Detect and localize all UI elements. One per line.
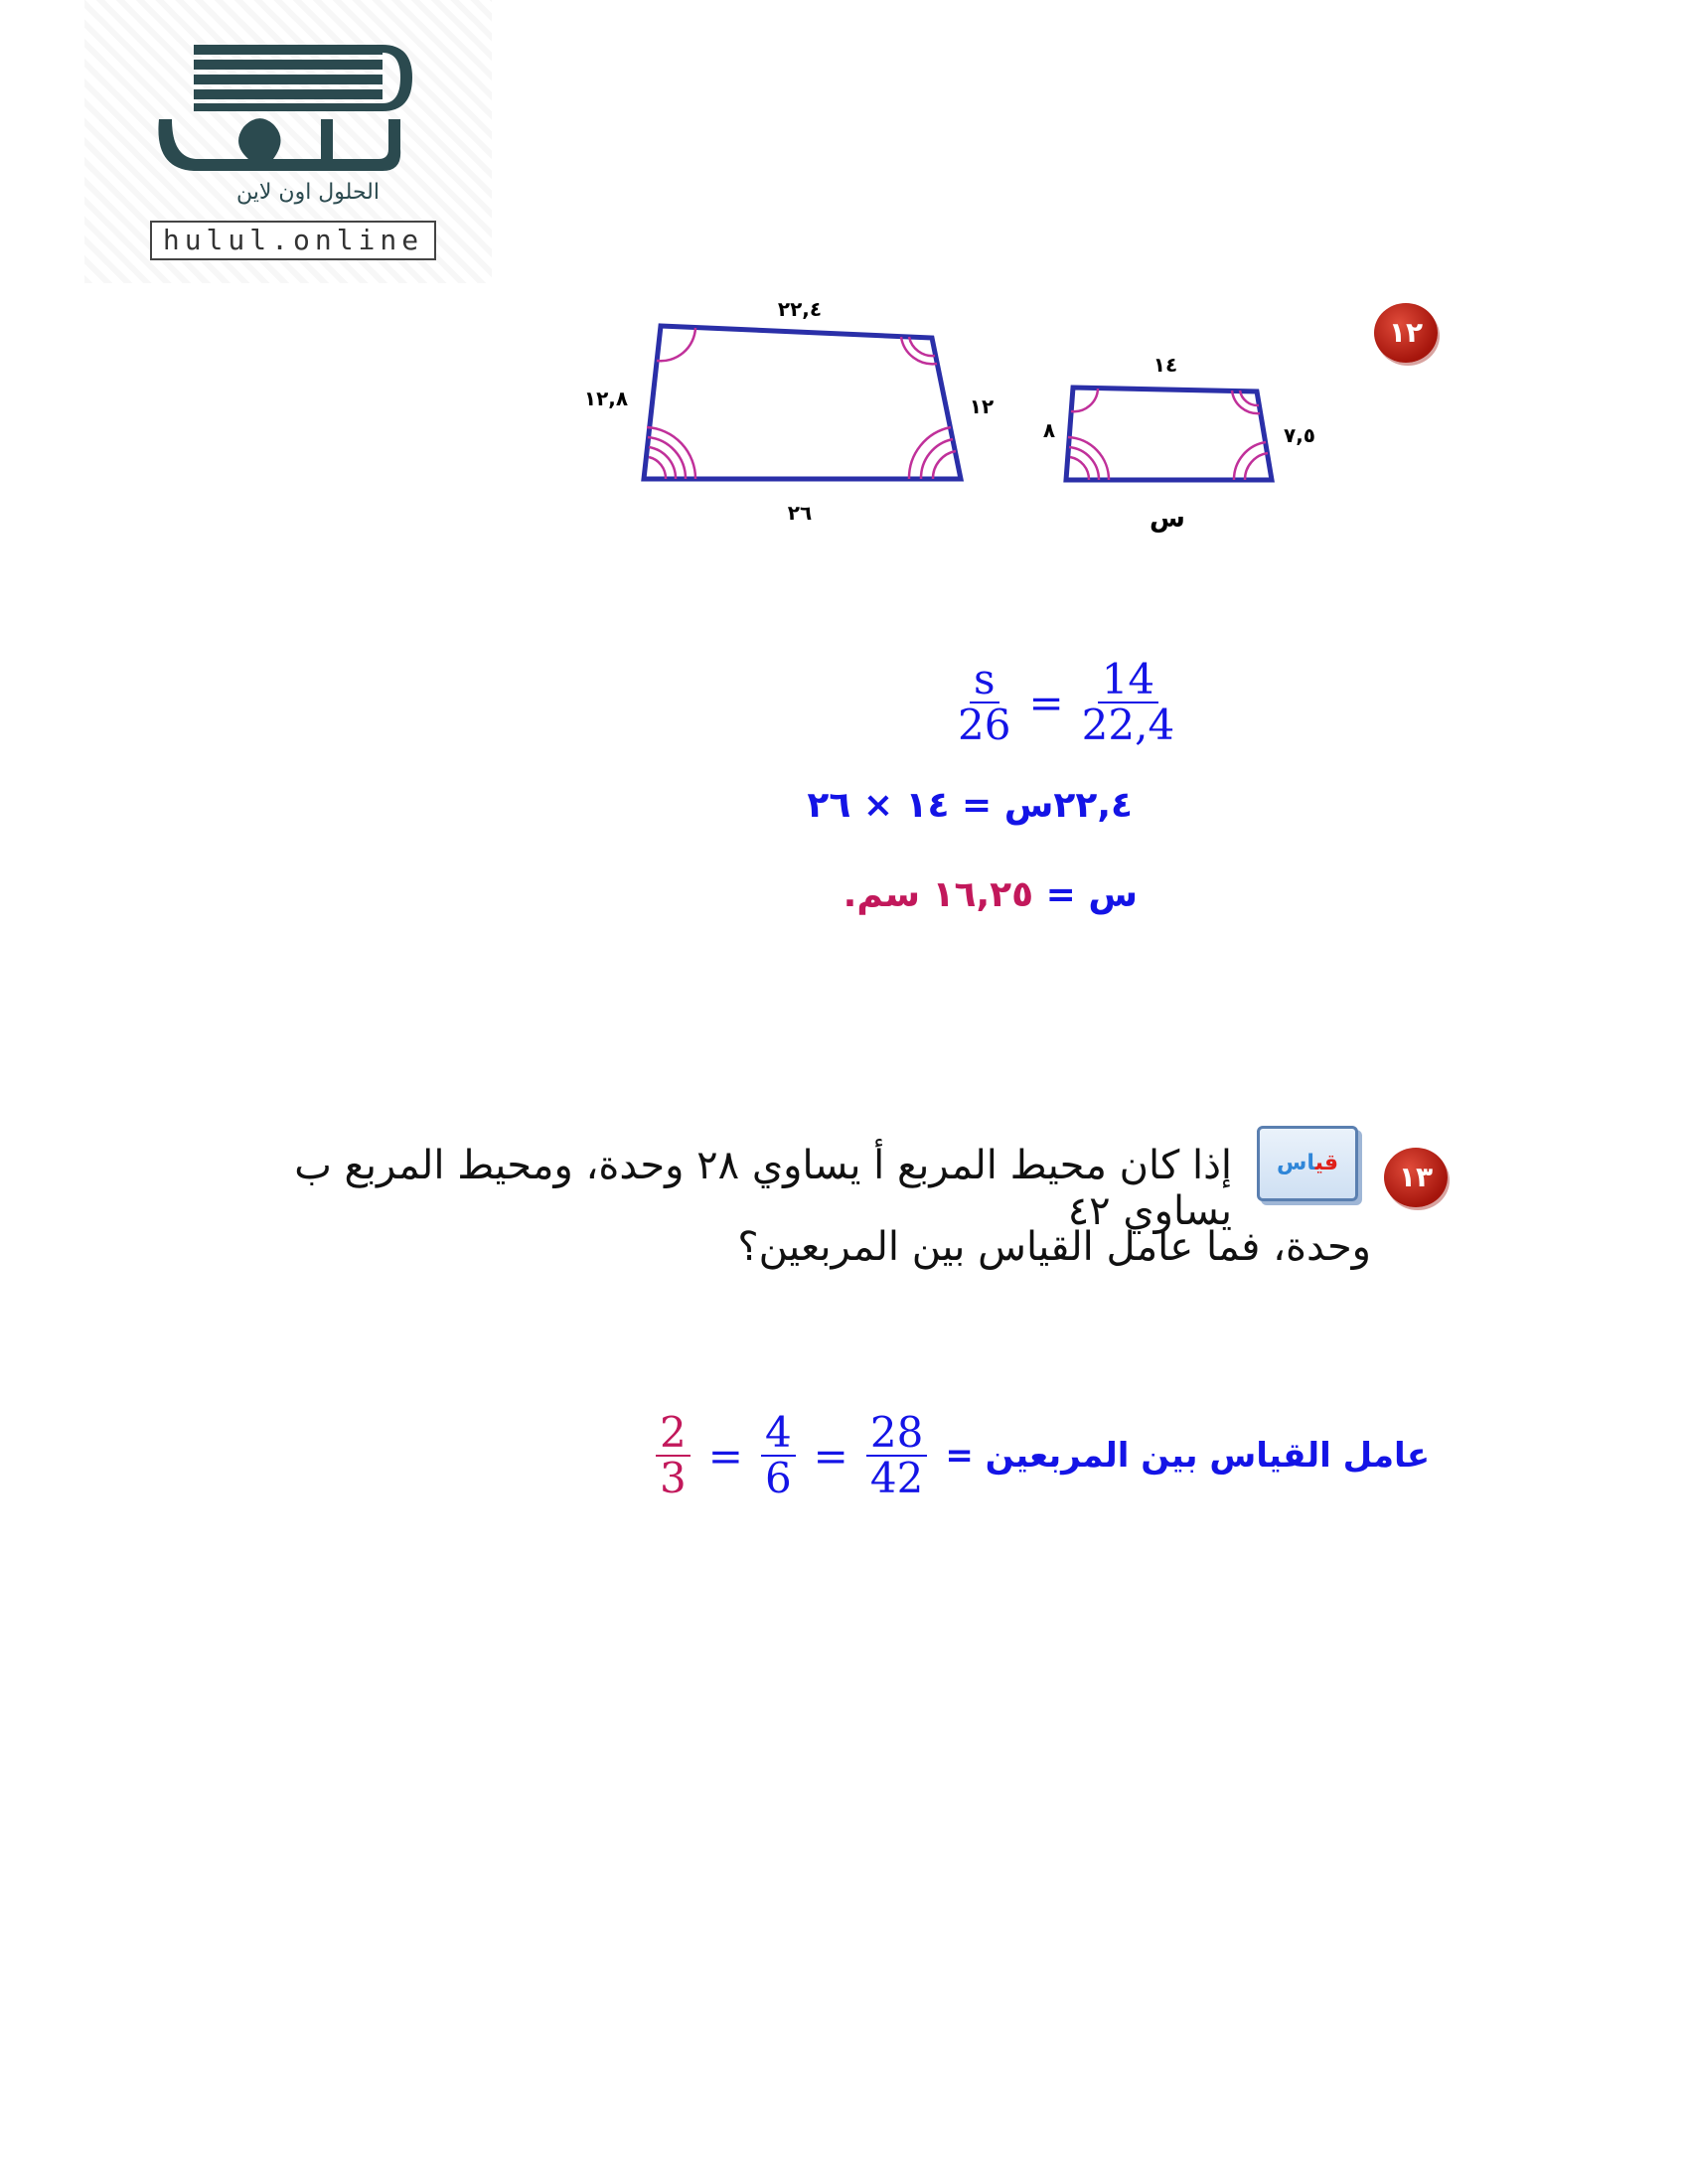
big-top-label: ٢٢,٤ (777, 297, 823, 321)
measurement-tag (1257, 1126, 1358, 1201)
small-top-label: ١٤ (1152, 353, 1178, 377)
q12-result (695, 874, 1138, 915)
q13-answer-label: عامل القياس بين المربعين = (945, 1436, 1431, 1477)
fraction-denominator: 26 (958, 701, 1011, 750)
q12-result-prefix: س = (1033, 874, 1138, 915)
fraction-numerator: s (970, 658, 999, 703)
fraction-28-over-42 (866, 1408, 927, 1503)
q12-proportion (954, 655, 1178, 750)
logo-url: hulul.online (150, 221, 436, 260)
fraction-2-over-3 (656, 1408, 691, 1503)
big-right-label: ١٢ (969, 394, 995, 418)
q12-cross-multiplication: ٢٢,٤س = ١٤ × ٢٦ (807, 785, 1133, 826)
fraction-s-over-26 (954, 655, 1014, 750)
measurement-tag-part2: اس (1276, 1151, 1315, 1175)
measurement-tag-part1: قي (1314, 1151, 1338, 1175)
q13-text-line2: وحدة، فما عامل القياس بين المربعين؟ (737, 1224, 1371, 1270)
small-bottom-label: س (1150, 504, 1185, 534)
small-right-label: ٧,٥ (1283, 423, 1316, 447)
fraction-14-over-22-4 (1078, 655, 1179, 750)
fraction-denominator: 6 (764, 1454, 792, 1503)
question-12-badge: ١٢ (1374, 303, 1438, 363)
big-bottom-label: ٢٦ (787, 501, 813, 525)
fraction-4-over-6 (761, 1408, 796, 1503)
equals-sign: = (813, 1431, 848, 1481)
equals-sign: = (707, 1431, 743, 1481)
fraction-numerator: 28 (866, 1411, 927, 1457)
question-13-badge: ١٣ (1384, 1148, 1448, 1207)
fraction-denominator: 42 (869, 1454, 924, 1503)
q13-text-line1: إذا كان محيط المربع أ يساوي ٢٨ وحدة، ومحيط المربع ب يساوي ٤٢ (294, 1143, 1232, 1234)
fraction-numerator: 14 (1098, 658, 1158, 703)
q12-result-value: ١٦,٢٥ سم. (843, 874, 1034, 915)
small-left-label: ٨ (1042, 418, 1056, 442)
logo-tagline: الحلول اون لاين (236, 180, 380, 205)
q13-answer (656, 1408, 1431, 1503)
big-left-label: ١٢,٨ (583, 387, 629, 410)
hulul-logo (84, 0, 492, 283)
equals-sign: = (1028, 678, 1064, 727)
fraction-numerator: 2 (656, 1411, 691, 1457)
fraction-denominator: 22,4 (1081, 701, 1175, 750)
hulul-logo-mark (84, 0, 492, 219)
fraction-numerator: 4 (761, 1411, 796, 1457)
similar-quadrilaterals-figure (556, 288, 1351, 556)
fraction-denominator: 3 (660, 1454, 687, 1503)
